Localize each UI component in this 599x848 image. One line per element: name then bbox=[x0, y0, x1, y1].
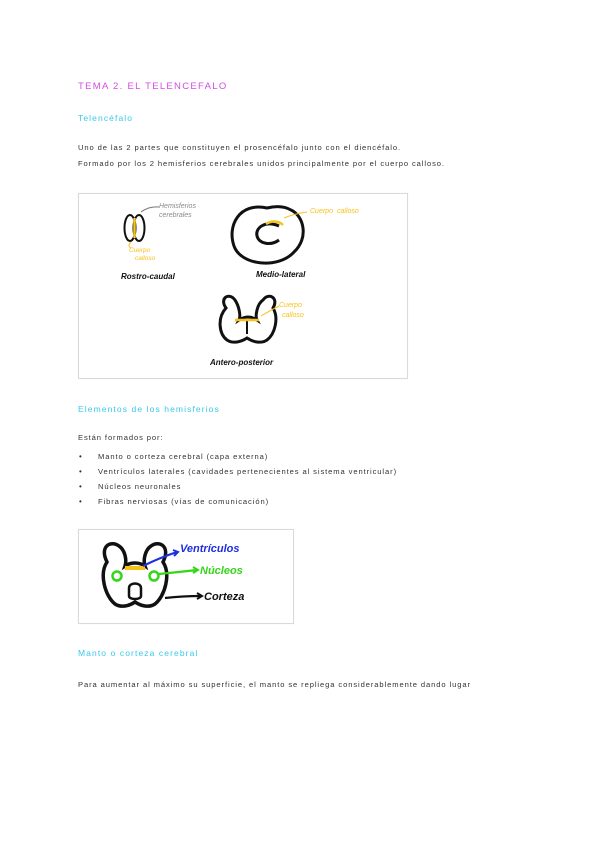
figure-brain-views bbox=[78, 193, 408, 379]
label-calloso-c: calloso bbox=[282, 312, 304, 319]
figure-hemisphere-elements bbox=[78, 529, 294, 624]
nucleus-right-mark bbox=[150, 572, 159, 581]
page-title: TEMA 2. EL TELENCEFALO bbox=[78, 81, 228, 92]
elements-list bbox=[78, 449, 397, 509]
caption-antero-posterior: Antero-posterior bbox=[210, 358, 274, 367]
rostro-caudal-sketch bbox=[121, 203, 196, 281]
list-item: • Manto o corteza cerebral (capa externa) bbox=[78, 449, 397, 464]
section-heading-elementos: Elementos de los hemisferios bbox=[78, 404, 220, 414]
label-hemisferios: Hemisferios bbox=[159, 203, 196, 210]
label-cuerpo-calloso-b1: Cuerpo bbox=[310, 208, 333, 215]
medio-lateral-sketch bbox=[232, 207, 359, 279]
label-calloso: calloso bbox=[135, 255, 156, 262]
label-cuerpo: Cuerpo bbox=[129, 247, 151, 254]
label-nucleos: Núcleos bbox=[200, 565, 243, 577]
hemisphere-elements-drawing bbox=[79, 530, 293, 623]
paragraph-line: Formado por los 2 hemisferios cerebrales unidos principalmente por el cuerpo calloso. bbox=[78, 159, 445, 168]
label-corteza: Corteza bbox=[204, 591, 245, 603]
list-item: • Ventrículos laterales (cavidades pertenecientes al sistema ventricular) bbox=[78, 464, 397, 479]
label-ventriculos: Ventrículos bbox=[180, 543, 240, 555]
list-item: • Fibras nerviosas (vías de comunicación) bbox=[78, 494, 397, 509]
section-heading-manto: Manto o corteza cerebral bbox=[78, 648, 199, 658]
caption-medio-lateral: Medio-lateral bbox=[256, 270, 306, 279]
antero-posterior-sketch bbox=[209, 296, 304, 367]
brain-views-drawing bbox=[79, 194, 407, 378]
paragraph-intro: Están formados por: bbox=[78, 433, 164, 442]
label-cuerpo-c: Cuerpo bbox=[279, 302, 302, 309]
caption-rostro-caudal: Rostro-caudal bbox=[121, 272, 175, 281]
list-item: • Núcleos neuronales bbox=[78, 479, 397, 494]
label-cerebrales: cerebrales bbox=[159, 212, 192, 219]
label-cuerpo-calloso-b2: calloso bbox=[337, 208, 359, 215]
nucleus-left-mark bbox=[113, 572, 122, 581]
paragraph-line: Uno de las 2 partes que constituyen el prosencéfalo junto con el diencéfalo. bbox=[78, 143, 401, 152]
paragraph-line: Para aumentar al máximo su superficie, el manto se repliega considerablemente dando lugar bbox=[78, 680, 471, 689]
section-heading-telencefalo: Telencéfalo bbox=[78, 113, 134, 123]
